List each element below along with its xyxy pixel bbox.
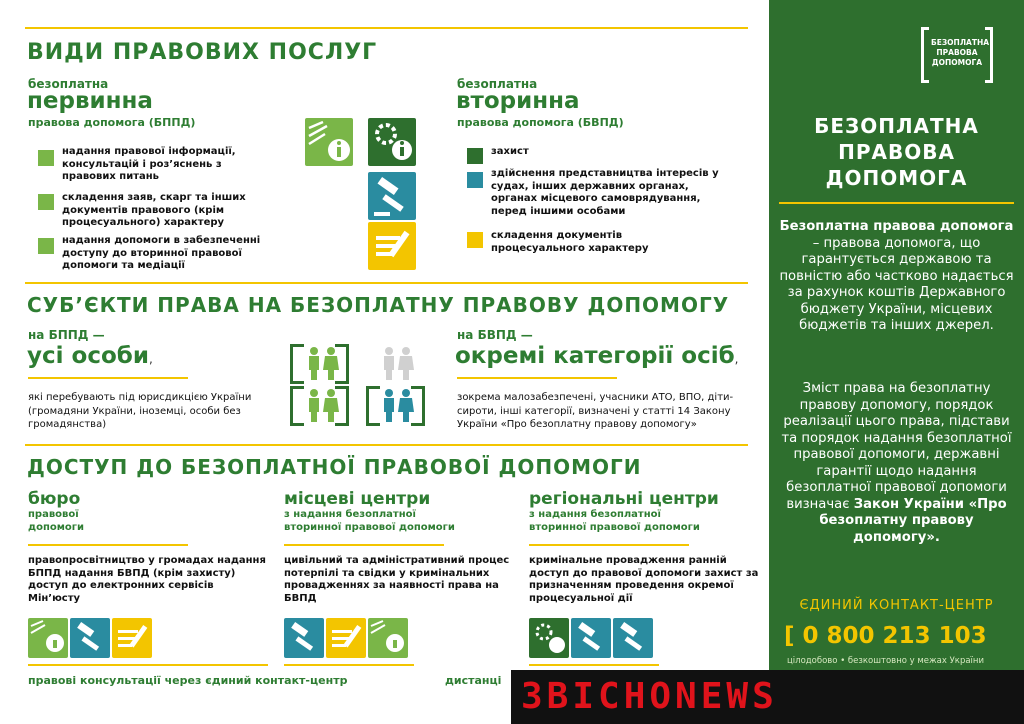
bppd-pre: на БППД — [28, 328, 105, 342]
primary-sub: правова допомога (БППД) [28, 116, 196, 129]
primary-pre: безоплатна [28, 77, 109, 91]
divider [25, 282, 748, 284]
definition-paragraph: Безоплатна правова допомога – правова допомога, що гарантується державою та повністю або частково надається за рахунок коштів Державного бюджету України, місцевих бюджетів та інших джерел. [779, 219, 1014, 333]
local-centers-heading: місцеві центри [284, 489, 431, 509]
divider [28, 544, 188, 546]
divider [779, 202, 1014, 204]
local-centers-desc: цивільний та адміністративний процес потерпілі та свідки у кримінальних провадженнях за наявності права на БВПД [284, 555, 510, 604]
watermark-banner [511, 670, 1024, 724]
divider [529, 544, 689, 546]
gavel-icon [70, 618, 110, 658]
people-icon [306, 346, 340, 386]
secondary-heading: вторинна [456, 88, 580, 114]
bullet-square [38, 238, 54, 254]
divider [284, 664, 414, 666]
bullet-square [38, 194, 54, 210]
law-paragraph: Зміст права на безоплатну правову допомогу, порядок реалізації цього права, підстави та порядок надання безоплатної правової допомоги, державні гарантії щодо надання безоплатної правової допомоги визначає Закон України «Про безоплатну правову допомогу». [781, 381, 1012, 545]
secondary-sub: правова допомога (БВПД) [457, 116, 624, 129]
bureau-sub: правової допомоги [28, 509, 85, 533]
gavel-icon [613, 618, 653, 658]
contact-label: ЄДИНИЙ КОНТАКТ-ЦЕНТР [799, 598, 994, 613]
bracket-left [290, 386, 304, 426]
logo-text: БЕЗОПЛАТНА ПРАВОВА ДОПОМОГА [931, 38, 990, 67]
phone-number[interactable]: [ 0 800 213 103 [784, 623, 987, 649]
document-pen-icon [326, 618, 366, 658]
divider [28, 664, 268, 666]
bullet-square [467, 172, 483, 188]
divider [529, 664, 659, 666]
gear-info-icon [529, 618, 569, 658]
divider [25, 27, 748, 29]
bullet-square [467, 148, 483, 164]
bullet-square [467, 232, 483, 248]
contact-center-note: правові консультації через єдиний контакт-центр [28, 674, 348, 687]
gavel-icon [284, 618, 324, 658]
primary-item: надання правової інформації, консультацій і роз’яснень з правових питань [62, 146, 236, 182]
secondary-item: захист [491, 146, 529, 157]
logo [921, 27, 993, 83]
people-grey-icon [381, 346, 415, 386]
categories-heading: окремі категорії осіб, [455, 343, 739, 369]
divider [284, 544, 444, 546]
primary-item: складення заяв, скарг та інших документів правового (крім процесуального) характеру [62, 192, 246, 228]
gavel-icon [571, 618, 611, 658]
bracket-left [366, 386, 380, 426]
all-persons-heading: усі особи, [27, 343, 153, 369]
phone-note: цілодобово • безкоштовно у межах України [787, 656, 984, 666]
logo-bracket-right [985, 27, 993, 83]
bullet-square [38, 150, 54, 166]
local-centers-sub: з надання безоплатної вторинної правової допомоги [284, 509, 455, 533]
gear-info-icon [368, 118, 416, 166]
info-icon [28, 618, 68, 658]
info-icon [305, 118, 353, 166]
bracket-left [290, 344, 304, 384]
watermark-text: ЗВІСНОNEWS [521, 676, 778, 717]
secondary-item: складення документів процесуального характеру [491, 230, 649, 254]
divider [25, 444, 748, 446]
regional-centers-sub: з надання безоплатної вторинної правової допомоги [529, 509, 700, 533]
gavel-icon [368, 172, 416, 220]
primary-heading: первинна [27, 88, 153, 114]
info-icon [368, 618, 408, 658]
document-pen-icon [368, 222, 416, 270]
sidebar-panel [769, 0, 1024, 724]
primary-item: надання допомоги в забезпеченні доступу до вторинної правової допомоги та медіації [62, 235, 261, 271]
regional-centers-heading: регіональні центри [529, 489, 719, 509]
secondary-pre: безоплатна [457, 77, 538, 91]
people-teal-icon [381, 388, 415, 428]
bureau-heading: бюро [28, 489, 81, 509]
section-title-services: ВИДИ ПРАВОВИХ ПОСЛУГ [27, 40, 378, 65]
divider [457, 377, 617, 379]
document-pen-icon [112, 618, 152, 658]
side-title: БЕЗОПЛАТНА ПРАВОВА ДОПОМОГА [814, 114, 979, 190]
categories-desc: зокрема малозабезпечені, учасники АТО, ВПО, діти-сироти, інші категорії, визначені у статті 14 Закону України «Про безоплатну правову допомогу» [457, 392, 734, 430]
all-persons-desc: які перебувають під юрисдикцією України (громадяни України, іноземці, особи без громадянства) [28, 392, 252, 430]
logo-bracket-left [921, 27, 929, 83]
people-icon [306, 388, 340, 428]
section-title-subjects: СУБ’ЄКТИ ПРАВА НА БЕЗОПЛАТНУ ПРАВОВУ ДОПОМОГУ [27, 293, 730, 317]
bvpd-pre: на БВПД — [457, 328, 533, 342]
secondary-item: здійснення представництва інтересів у судах, інших державних органах, органах місцевого самоврядування, перед іншими особами [491, 168, 719, 217]
distance-note: дистанці [445, 674, 502, 687]
divider [28, 377, 188, 379]
section-title-access: ДОСТУП ДО БЕЗОПЛАТНОЇ ПРАВОВОЇ ДОПОМОГИ [27, 455, 642, 479]
regional-centers-desc: кримінальне провадження ранній доступ до правової допомоги захист за призначенням проведення окремої процесуальної дії [529, 555, 759, 604]
bureau-desc: правопросвітництво у громадах надання БППД надання БВПД (крім захисту) доступ до електронних сервісів Мін’юсту [28, 555, 266, 604]
